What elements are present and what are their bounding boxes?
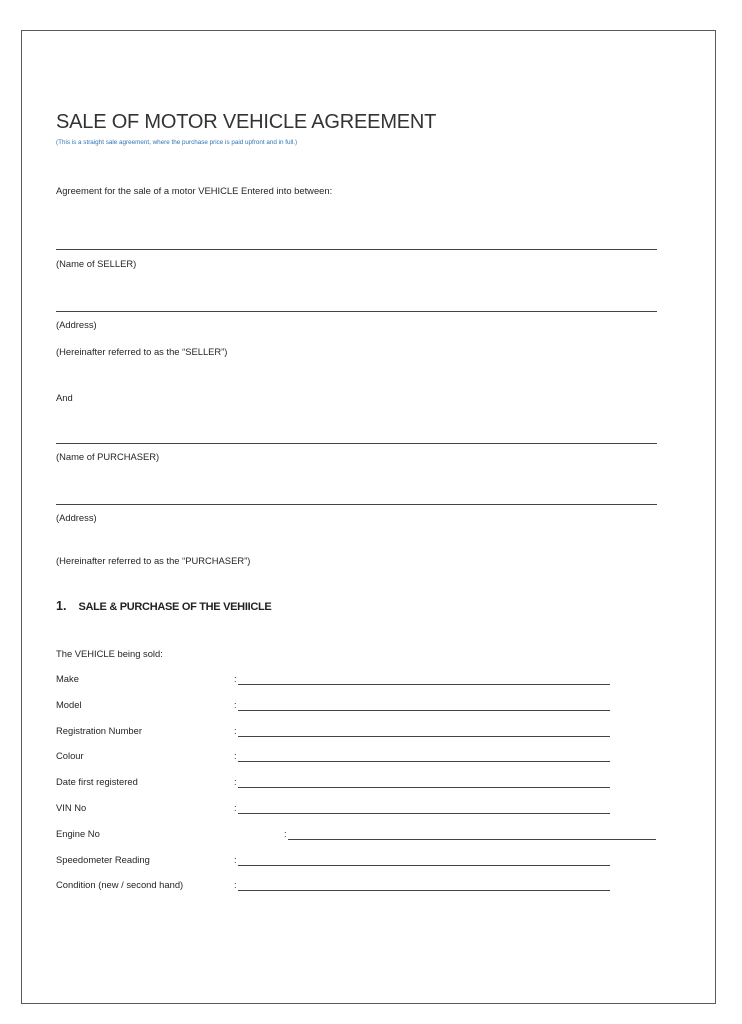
field-input-line[interactable] xyxy=(238,710,610,711)
field-input-line[interactable] xyxy=(238,684,610,685)
seller-name-line[interactable] xyxy=(56,249,657,250)
field-input-line[interactable] xyxy=(288,839,656,840)
field-colon: : xyxy=(234,673,237,684)
field-label: Condition (new / second hand) xyxy=(56,879,184,890)
section-title: SALE & PURCHASE OF THE VEHIICLE xyxy=(78,601,272,613)
purchaser-name-line[interactable] xyxy=(56,443,657,444)
field-label: Make xyxy=(56,673,79,684)
purchaser-address-line[interactable] xyxy=(56,504,657,505)
field-label: Date first registered xyxy=(56,776,138,787)
field-colon: : xyxy=(234,776,237,787)
field-input-line[interactable] xyxy=(238,813,610,814)
and-text: And xyxy=(56,392,73,403)
field-colon: : xyxy=(234,802,237,813)
seller-address-label: (Address) xyxy=(56,319,97,330)
field-colon: : xyxy=(284,828,287,839)
field-colon: : xyxy=(234,699,237,710)
vehicle-intro: The VEHICLE being sold: xyxy=(56,648,163,659)
section-1-heading xyxy=(56,599,271,613)
field-input-line[interactable] xyxy=(238,736,610,737)
purchaser-name-label: (Name of PURCHASER) xyxy=(56,451,160,462)
field-input-line[interactable] xyxy=(238,761,610,762)
seller-address-line[interactable] xyxy=(56,311,657,312)
purchaser-reference: (Hereinafter referred to as the “PURCHASER”) xyxy=(56,555,251,566)
field-colon: : xyxy=(234,750,237,761)
purchaser-address-label: (Address) xyxy=(56,512,97,523)
document-page xyxy=(21,30,716,1004)
field-colon: : xyxy=(234,725,237,736)
field-colon: : xyxy=(234,879,237,890)
field-label: Model xyxy=(56,699,82,710)
document-subtitle: (This is a straight sale agreement, where the purchase price is paid upfront and in full.) xyxy=(56,139,298,146)
field-label: Registration Number xyxy=(56,725,142,736)
section-number: 1. xyxy=(56,599,67,613)
field-label: Speedometer Reading xyxy=(56,854,150,865)
field-label: VIN No xyxy=(56,802,87,813)
field-label: Colour xyxy=(56,750,84,761)
field-input-line[interactable] xyxy=(238,787,610,788)
seller-reference: (Hereinafter referred to as the “SELLER”) xyxy=(56,346,228,357)
field-label: Engine No xyxy=(56,828,100,839)
intro-text: Agreement for the sale of a motor VEHICLE Entered into between: xyxy=(56,185,333,196)
seller-name-label: (Name of SELLER) xyxy=(56,258,137,269)
field-input-line[interactable] xyxy=(238,890,610,891)
document-title: SALE OF MOTOR VEHICLE AGREEMENT xyxy=(56,111,437,133)
field-input-line[interactable] xyxy=(238,865,610,866)
field-colon: : xyxy=(234,854,237,865)
